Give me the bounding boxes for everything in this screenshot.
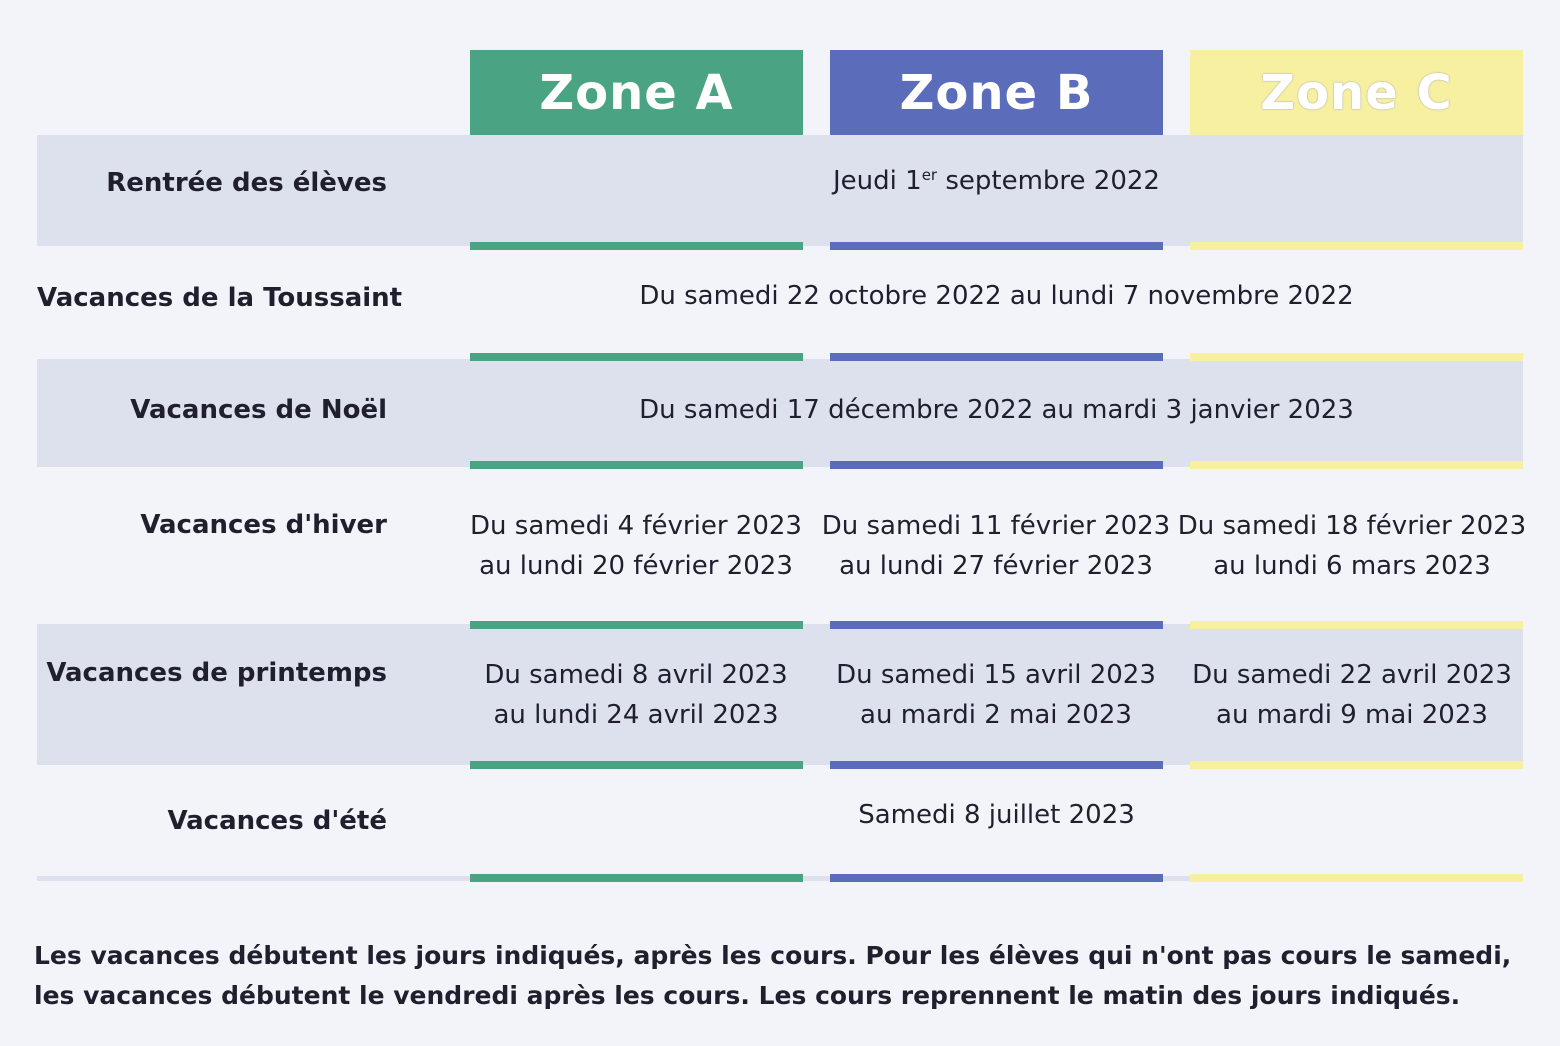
- footnote: [34, 936, 1524, 1016]
- row-label-rentree: Rentrée des élèves: [106, 168, 387, 198]
- noel-date: Du samedi 17 décembre 2022 au mardi 3 janvier 2023: [639, 395, 1354, 425]
- row-label-printemps: Vacances de printemps: [46, 658, 387, 688]
- printemps-zone-c-dates: Du samedi 22 avril 2023 au mardi 9 mai 2023: [1192, 660, 1512, 730]
- toussaint-date: Du samedi 22 octobre 2022 au lundi 7 novembre 2022: [639, 281, 1354, 311]
- hiver-zone-b-dates: Du samedi 11 février 2023 au lundi 27 février 2023: [821, 511, 1171, 581]
- printemps-zone-b-dates: Du samedi 15 avril 2023 au mardi 2 mai 2023: [836, 660, 1156, 730]
- zone-c-header: Zone C: [1190, 50, 1523, 135]
- hiver-zone-c-dates: Du samedi 18 février 2023 au lundi 6 mars 2023: [1177, 511, 1527, 581]
- rentree-date: Jeudi 1er septembre 2022: [833, 166, 1160, 196]
- row-label-noel: Vacances de Noël: [130, 395, 387, 425]
- row-label-toussaint: Vacances de la Toussaint: [37, 283, 403, 313]
- ete-date: Samedi 8 juillet 2023: [858, 800, 1135, 830]
- zone-b-header: Zone B: [830, 50, 1163, 135]
- row-label-hiver: Vacances d'hiver: [140, 510, 387, 540]
- footnote-line-1: Les vacances débutent les jours indiqués, après les cours. Pour les élèves qui n'ont pas cours le samedi,: [34, 941, 1512, 970]
- footnote-line-2: les vacances débutent le vendredi après les cours. Les cours reprennent le matin des jours indiqués.: [34, 981, 1461, 1010]
- hiver-zone-a-dates: Du samedi 4 février 2023 au lundi 20 février 2023: [470, 511, 802, 581]
- zone-a-header: Zone A: [470, 50, 803, 135]
- row-label-ete: Vacances d'été: [167, 806, 387, 836]
- printemps-zone-a-dates: Du samedi 8 avril 2023 au lundi 24 avril 2023: [484, 660, 788, 730]
